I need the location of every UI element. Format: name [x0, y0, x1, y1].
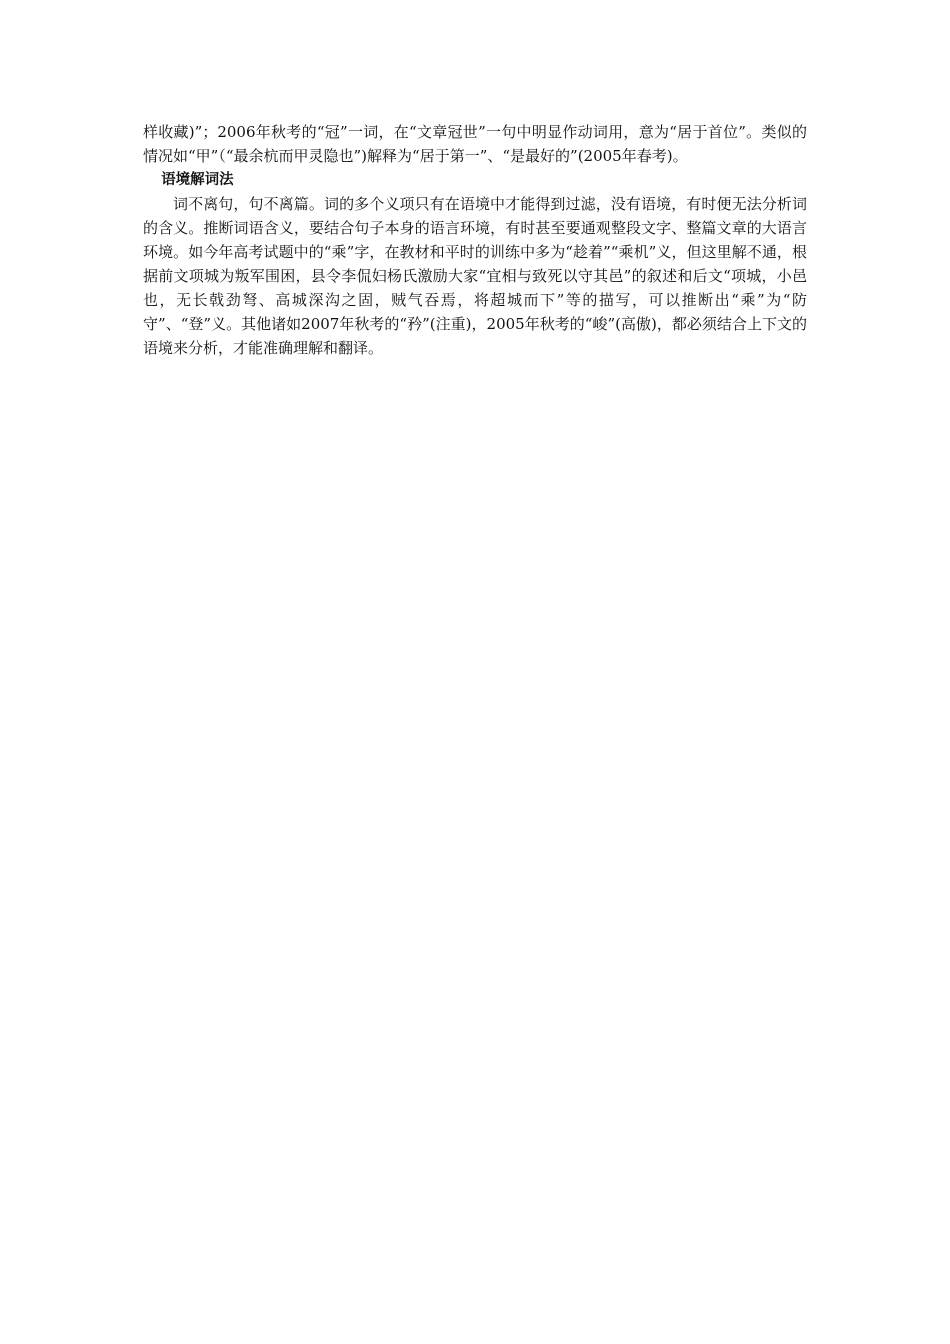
continued-paragraph: 样收藏)”；2006年秋考的“冠”一词，在“文章冠世”一句中明显作动词用，意为“居于首位”。类似的情况如“甲”（“最余杭而甲灵隐也”)解释为“居于第一”、“是最好的”(2005年春考)。: [143, 123, 807, 165]
section-heading: 语境解词法: [161, 172, 234, 188]
section-paragraph: 词不离句，句不离篇。词的多个义项只有在语境中才能得到过滤，没有语境，有时便无法分析词的含义。推断词语含义，要结合句子本身的语言环境，有时甚至要通观整段文字、整篇文章的大语言环境。如今年高考试题中的“乘”字，在教材和平时的训练中多为“趁着”“乘机”义，但这里解不通，根据前文项城为叛军围困，县令李侃妇杨氏激励大家“宜相与致死以守其邑”的叙述和后文“项城，小邑也，无长戟劲弩、高城深沟之固，贼气吞焉，将超城而下”等的描写，可以推断出“乘”为“防守”、“登”义。其他诸如2007年秋考的“矜”(注重)，2005年秋考的“峻”(高傲)，都必须结合上下文的语境来分析，才能准确理解和翻译。: [143, 195, 807, 357]
document-body: [143, 120, 807, 360]
